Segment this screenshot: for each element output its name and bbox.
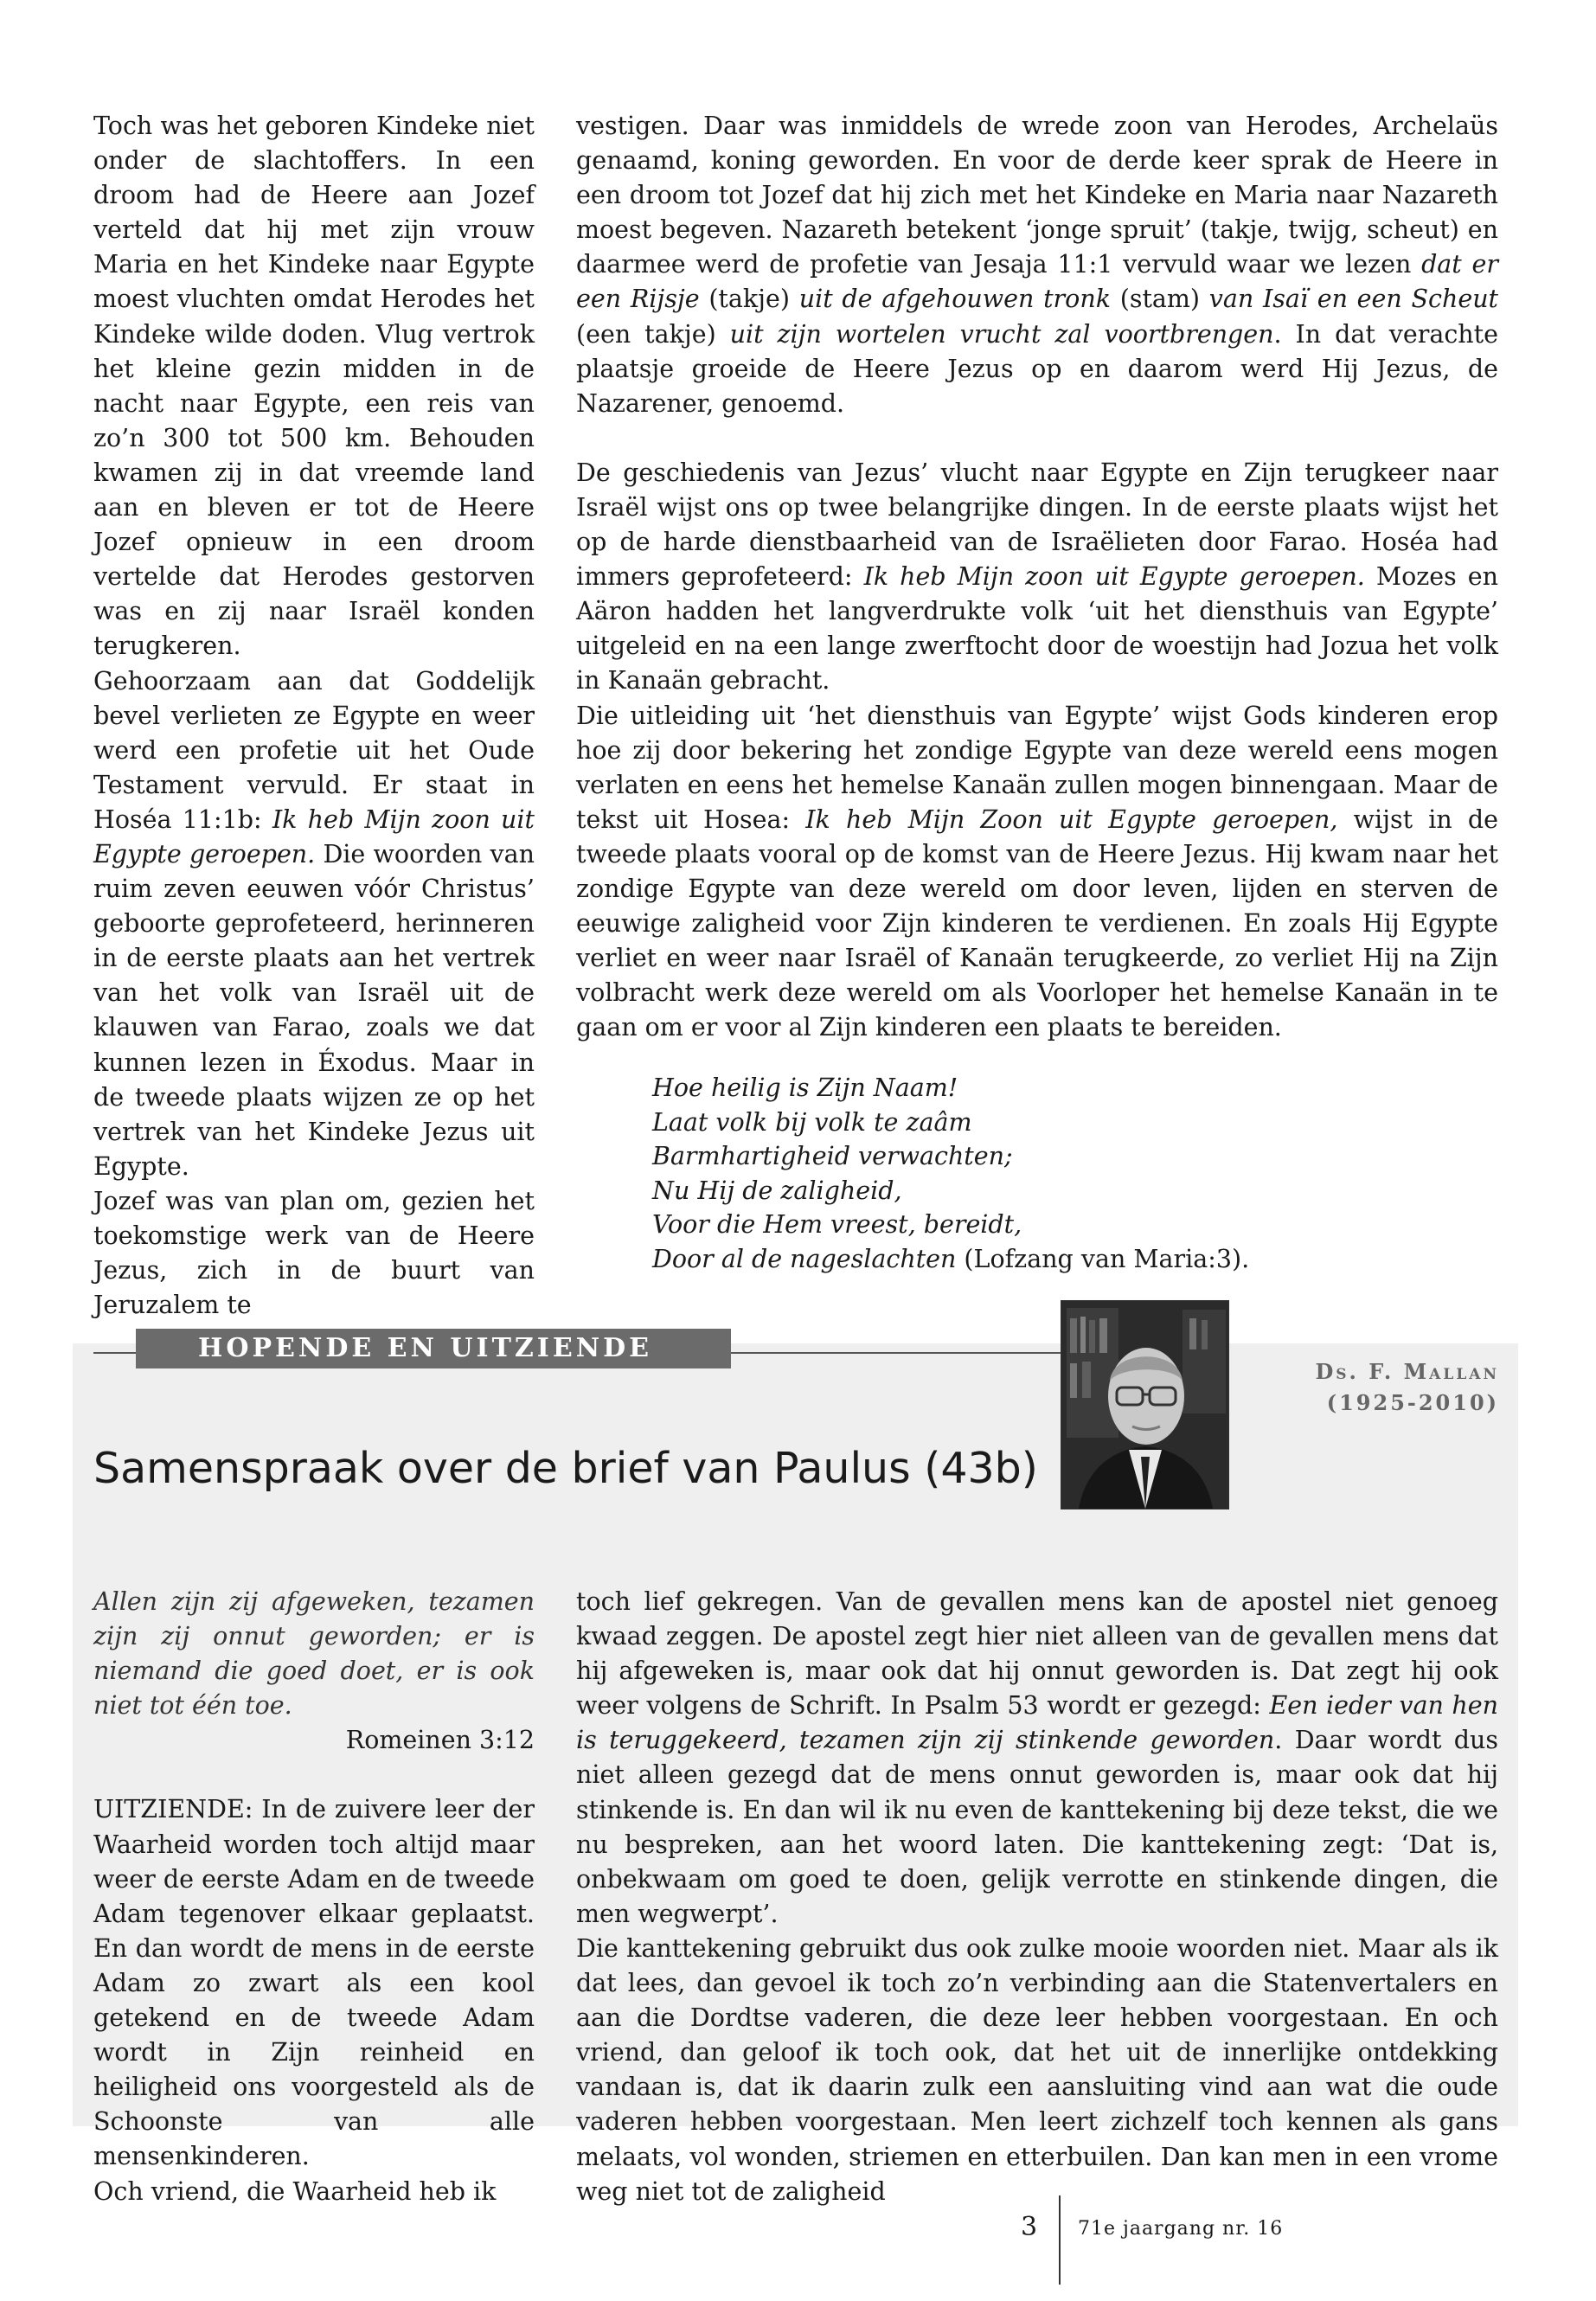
article-title: Samenspraak over de brief van Paulus (43b) [93, 1444, 1038, 1493]
footer-divider [1059, 2195, 1061, 2285]
author-portrait-image [1061, 1301, 1228, 1509]
poem [652, 1071, 1498, 1276]
poem-line: Hoe heilig is Zijn Naam! [652, 1074, 958, 1103]
paragraph: Die uitleiding uit ‘het diensthuis van Egypte’ wijst Gods kinderen erop hoe zij door bekering het zondige Egypte van deze wereld eens mogen verlaten en eens het hemelse Kanaän zullen mogen binnengaan. Maar de tekst uit Hosea: Ik heb Mijn Zoon uit Egypte geroepen, wijst in de tweede plaats vooral op de komst van de Heere Jezus. Hij kwam naar het zondige Egypte van deze wereld om door leven, lijden en sterven de eeuwige zaligheid voor Zijn kinderen te verdienen. En zoals Hij Egypte verliet en weer naar Israël of Kanaän terugkeerde, zo verliet Hij na Zijn volbracht werk deze wereld om als Voorloper het hemelse Kanaän in te gaan om er voor al Zijn kinderen een plaats te bereiden. [576, 701, 1498, 1042]
right-column [576, 109, 1498, 1276]
poem-line: Door al de nageslachten (Lofzang van Maria:3). [652, 1244, 1250, 1273]
issue-info: 71e jaargang nr. 16 [1078, 2218, 1284, 2240]
paragraph: vestigen. Daar was inmiddels de wrede zoon van Herodes, Archelaüs genaamd, koning geworden. En voor de derde keer sprak de Heere in een droom tot Jozef dat hij zich met het Kindeke en Maria naar Nazareth moest begeven. Nazareth betekent ‘jonge spruit’ (takje, twijg, scheut) en daarmee werd de profetie van Jesaja 11:1 vervuld waar we lezen dat er een Rijsje (takje) uit de afgehouwen tronk (stam) van Isaï en een Scheut (een takje) uit zijn wortelen vrucht zal voortbrengen. In dat verachte plaatsje groeide de Heere Jezus op en daarom werd Hij Jezus, de Nazarener, genoemd. [576, 112, 1498, 418]
paragraph: UITZIENDE: In de zuivere leer der Waarheid worden toch altijd maar weer de eerste Adam en de tweede Adam tegenover elkaar geplaatst. En dan wordt de mens in de eerste Adam zo zwart als een kool getekend en de tweede Adam wordt in Zijn reinheid en heiligheid ons voorgesteld als de Schoonste van alle mensenkinderen. [93, 1795, 535, 2171]
motto-reference: Romeinen 3:12 [345, 1726, 535, 1755]
paragraph: De geschiedenis van Jezus’ vlucht naar Egypte en Zijn terugkeer naar Israël wijst ons op twee belangrijke dingen. In de eerste plaats wijst het op de harde dienstbaarheid van de Israëlieten door Farao. Hoséa had immers geprofeteerd: Ik heb Mijn zoon uit Egypte geroepen. Mozes en Aäron hadden het langverdrukte volk ‘uit het diensthuis van Egypte’ uitgeleid en na een lange zwerftocht door de woestijn had Jozua het volk in Kanaän gebracht. [576, 458, 1498, 695]
motto: Allen zijn zij afgeweken, tezamen zijn zij onnut geworden; er is niemand die goed doet, er is ook niet tot één toe. [93, 1587, 535, 1721]
poem-line: Laat volk bij volk te zaâm [652, 1107, 972, 1137]
poem-line: Barmhartigheid verwachten; [652, 1142, 1013, 1171]
paragraph: toch lief gekregen. Van de gevallen mens kan de apostel niet genoeg kwaad zeggen. De apostel zegt hier niet alleen van de gevallen mens dat hij afgeweken is, maar ook dat hij onnut geworden is. Dat zegt hij ook weer volgens de Schrift. In Psalm 53 wordt er gezegd: Een ieder van hen is teruggekeerd, tezamen zijn zij stinkende geworden. Daar wordt dus niet alleen gezegd dat de mens onnut geworden is, maar ook dat hij stinkende is. En dan wil ik nu even de kanttekening bij deze tekst, die we nu bespreken, aan het woord laten. Die kanttekening zegt: ‘Dat is, onbekwaam om goed te doen, gelijk verrotte en stinkende dingen, die men wegwerpt’. [576, 1587, 1498, 1928]
page-number: 3 [1021, 2212, 1038, 2242]
author-name: Ds. F. Mallan [1315, 1359, 1499, 1384]
poem-line: Nu Hij de zaligheid, [652, 1176, 902, 1205]
author-years: (1925-2010) [1326, 1390, 1499, 1415]
poem-line: Voor die Hem vreest, bereidt, [652, 1210, 1022, 1240]
paragraph: Gehoorzaam aan dat Goddelijk bevel verlieten ze Egypte en weer werd een profetie uit het Oude Testament vervuld. Er staat in Hoséa 11:1b: Ik heb Mijn zoon uit Egypte geroepen. Die woorden van ruim zeven eeuwen vóór Christus’ geboorte geprofeteerd, herinneren in de eerste plaats aan het vertrek van het volk van Israël uit de klauwen van Farao, zoals we dat kunnen lezen in Éxodus. Maar in de tweede plaats wijzen ze op het vertrek van het Kindeke Jezus uit Egypte. [93, 666, 535, 1181]
author-photo [1061, 1300, 1229, 1509]
paragraph: Toch was het geboren Kindeke niet onder de slachtoffers. In een droom had de Heere aan Jozef verteld dat hij met zijn vrouw Maria en het Kindeke naar Egypte moest vluchten omdat Herodes het Kindeke wilde doden. Vlug vertrok het kleine gezin midden in de nacht naar Egypte, een reis van zo’n 300 tot 500 km. Behouden kwamen zij in dat vreemde land aan en bleven er tot de Heere Jozef opnieuw in een droom vertelde dat Herodes gestorven was en zij naar Israël konden terugkeren. [93, 112, 535, 661]
paragraph: Jozef was van plan om, gezien het toekomstige werk van de Heere Jezus, zich in de buurt van Jeruzalem te [93, 1186, 535, 1320]
section-label: HOPENDE EN UITZIENDE [136, 1329, 731, 1368]
author-byline [1315, 1356, 1499, 1419]
left-column [93, 109, 535, 1323]
paragraph: Och vriend, die Waarheid heb ik [93, 2176, 497, 2206]
article-left-column [93, 1585, 535, 2209]
article-right-column [576, 1585, 1498, 2209]
paragraph: Die kanttekening gebruikt dus ook zulke mooie woorden niet. Maar als ik dat lees, dan gevoel ik toch zo’n verbinding aan die Statenvertalers en aan die Dordtse vaderen, die deze leer hebben voorgestaan. En och vriend, dan geloof ik toch ook, dat het uit de innerlijke ontdekking vandaan is, dat ik daarin zulk een aansluiting vind aan wat die oude vaderen hebben voorgestaan. Men leert zichzelf toch kennen als gans melaats, vol wonden, striemen en etterbuilen. Dan kan men in een vrome weg niet tot de zaligheid [576, 1933, 1498, 2206]
